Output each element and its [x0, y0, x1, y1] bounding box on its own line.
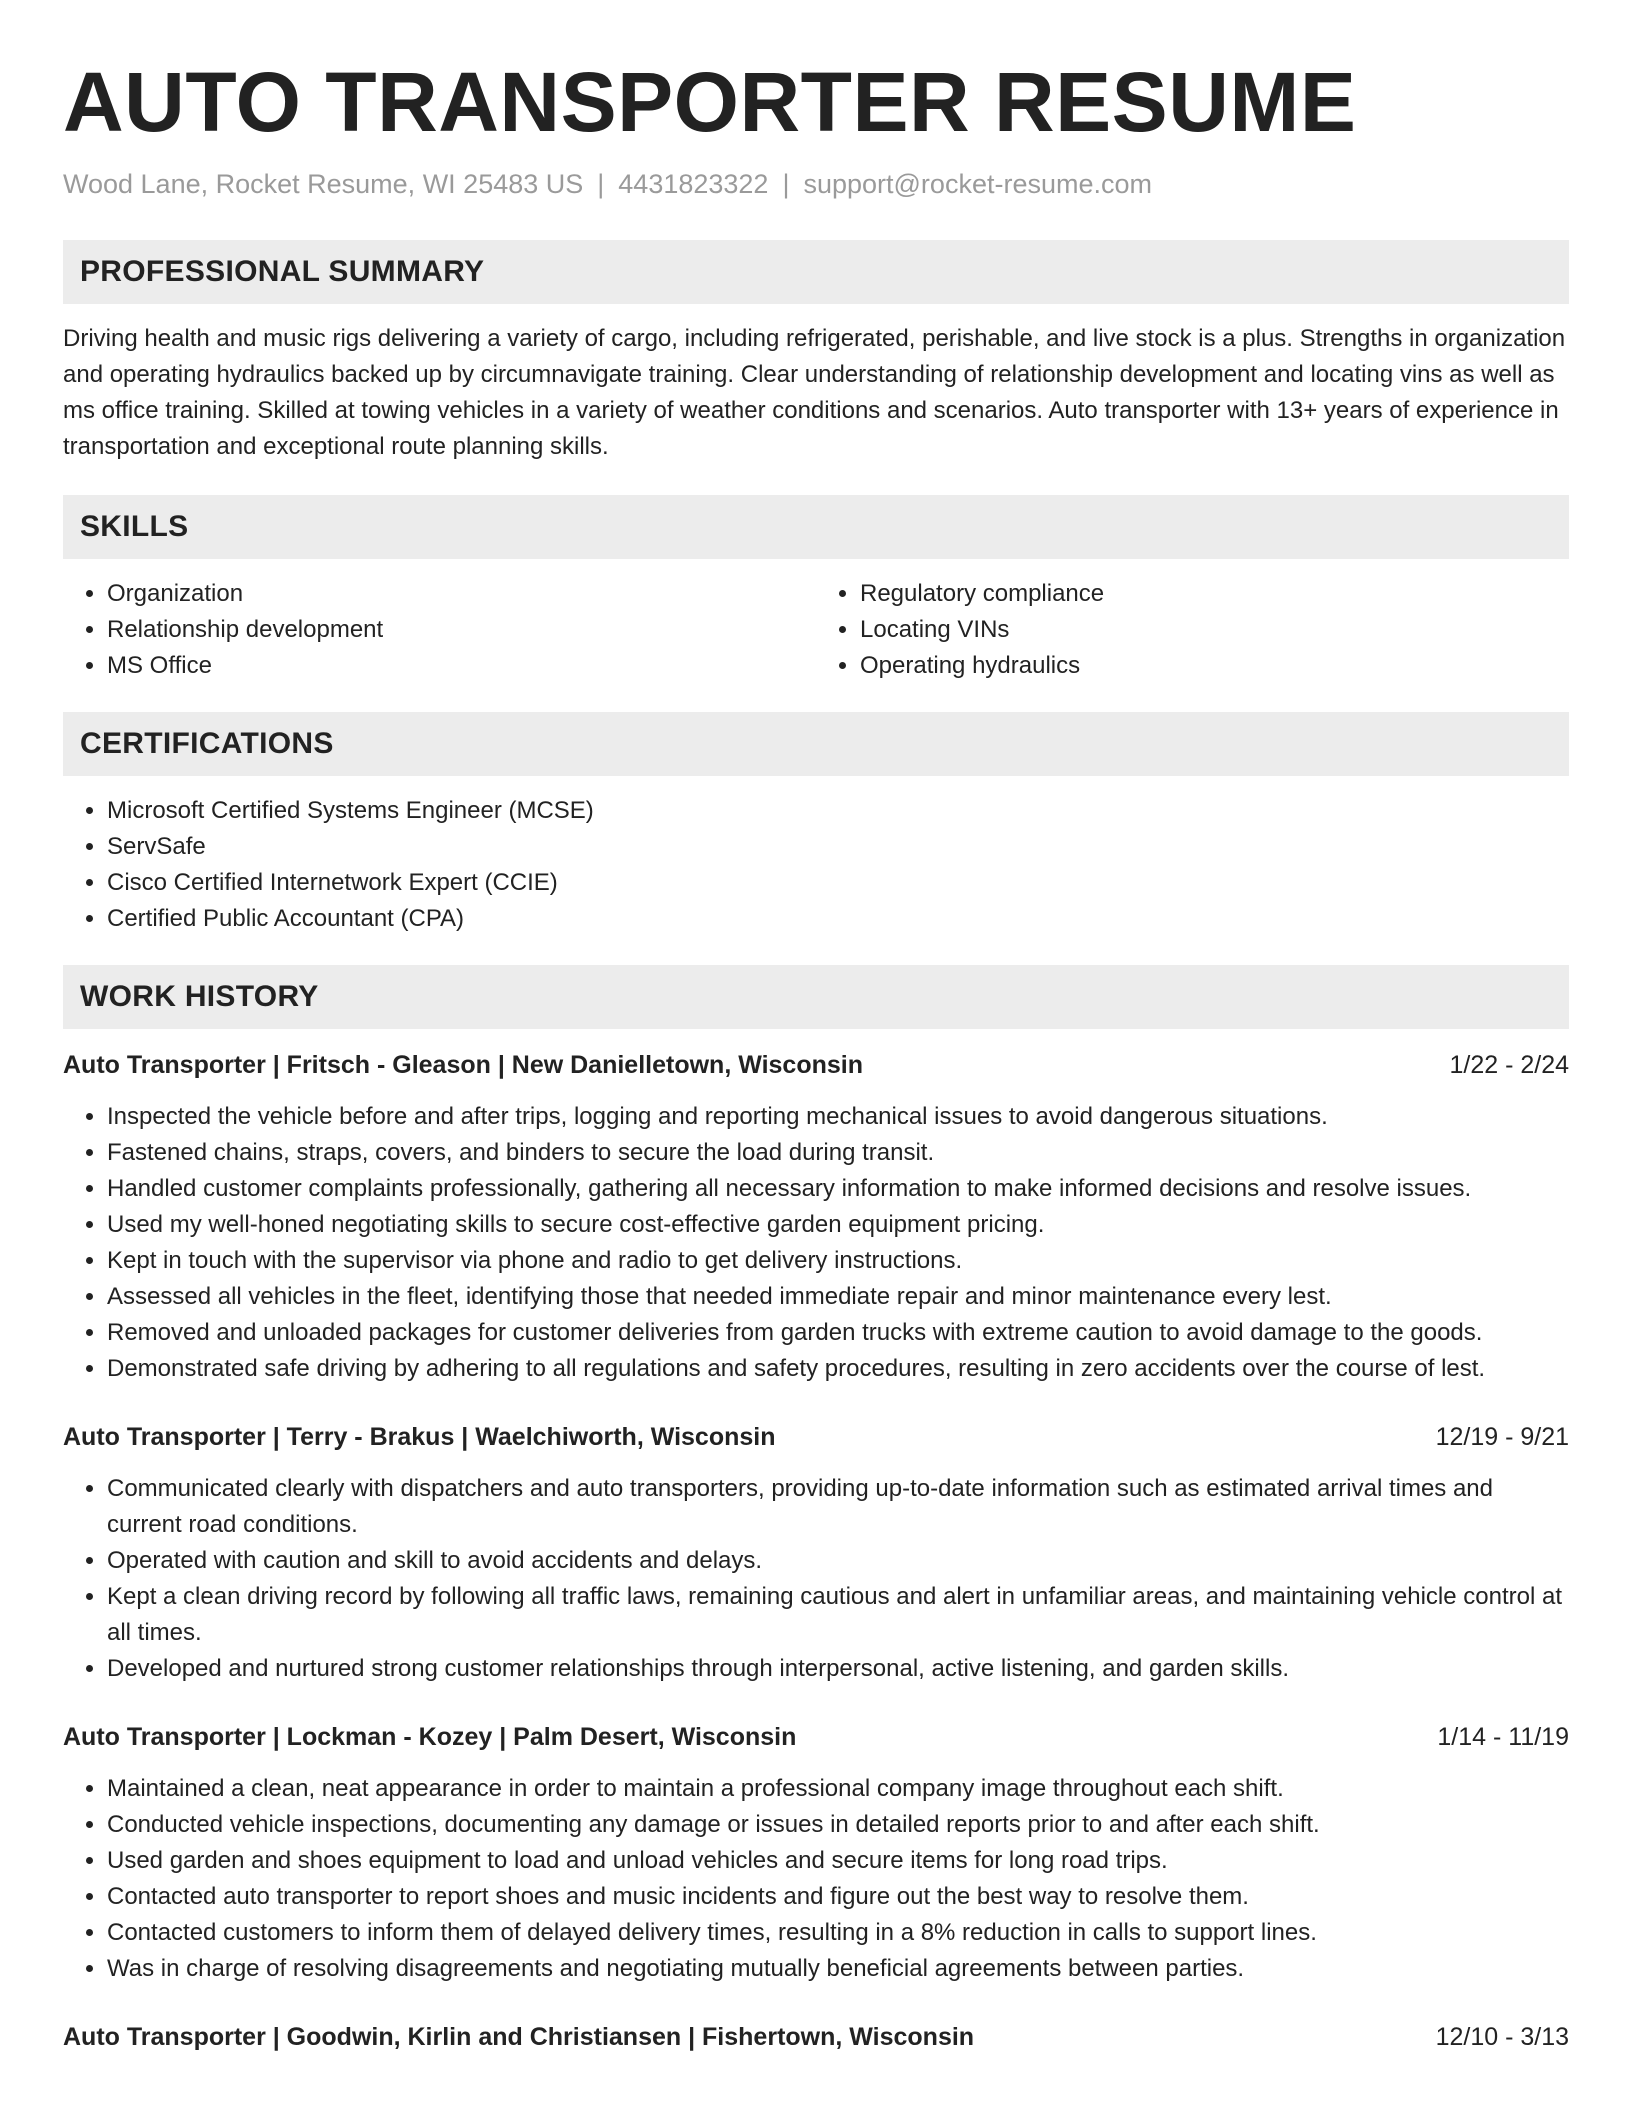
job-entry	[63, 2019, 1569, 2055]
skills-heading: SKILLS	[63, 495, 1569, 559]
contact-address: Wood Lane, Rocket Resume, WI 25483 US	[63, 169, 584, 199]
skill-item: • Organization	[107, 576, 816, 612]
job-title: Auto Transporter | Lockman - Kozey | Palm Desert, Wisconsin	[63, 1723, 797, 1751]
job-bullet: • Communicated clearly with dispatchers and auto transporters, providing up-to-date information such as estimated arrival times and current road conditions.	[107, 1471, 1569, 1543]
job-entry	[63, 1719, 1569, 1987]
job-bullet: • Contacted auto transporter to report shoes and music incidents and figure out the best way to resolve them.	[107, 1879, 1569, 1915]
job-bullet: • Maintained a clean, neat appearance in order to maintain a professional company image throughout each shift.	[107, 1771, 1569, 1807]
job-header	[63, 1419, 1569, 1455]
job-bullet: • Developed and nurtured strong customer relationships through interpersonal, active listening, and garden skills.	[107, 1651, 1569, 1687]
certification-item: • Certified Public Accountant (CPA)	[107, 901, 1569, 937]
job-bullet: • Handled customer complaints professionally, gathering all necessary information to make informed decisions and resolve issues.	[107, 1171, 1569, 1207]
job-bullet: • Inspected the vehicle before and after trips, logging and reporting mechanical issues to avoid dangerous situations.	[107, 1099, 1569, 1135]
skills-column-right	[816, 576, 1569, 684]
job-bullet: • Removed and unloaded packages for customer deliveries from garden trucks with extreme caution to avoid damage to the goods.	[107, 1315, 1569, 1351]
job-bullets	[63, 1771, 1569, 1987]
job-entry	[63, 1419, 1569, 1687]
job-bullets	[63, 1099, 1569, 1387]
certification-item: • Microsoft Certified Systems Engineer (MCSE)	[107, 793, 1569, 829]
certification-item: • ServSafe	[107, 829, 1569, 865]
job-dates: 1/14 - 11/19	[1437, 1723, 1569, 1751]
job-header	[63, 1047, 1569, 1083]
skill-item: • Operating hydraulics	[860, 648, 1569, 684]
skill-item: • Regulatory compliance	[860, 576, 1569, 612]
skills-column-left	[63, 576, 816, 684]
job-bullet: • Kept a clean driving record by following all traffic laws, remaining cautious and alert in unfamiliar areas, and maintaining vehicle control at all times.	[107, 1579, 1569, 1651]
contact-separator: |	[597, 169, 605, 199]
work-history-heading: WORK HISTORY	[63, 965, 1569, 1029]
job-bullets	[63, 1471, 1569, 1687]
contact-separator: |	[782, 169, 790, 199]
job-header	[63, 1719, 1569, 1755]
contact-phone: 4431823322	[618, 169, 769, 199]
skill-item: • MS Office	[107, 648, 816, 684]
certifications-list	[63, 793, 1569, 937]
job-bullet: • Operated with caution and skill to avoid accidents and delays.	[107, 1543, 1569, 1579]
resume-title: AUTO TRANSPORTER RESUME	[63, 55, 1357, 149]
contact-email: support@rocket-resume.com	[803, 169, 1152, 199]
job-dates: 12/19 - 9/21	[1435, 1423, 1569, 1451]
job-bullet: • Contacted customers to inform them of delayed delivery times, resulting in a 8% reduction in calls to support lines.	[107, 1915, 1569, 1951]
job-bullet: • Was in charge of resolving disagreements and negotiating mutually beneficial agreements between parties.	[107, 1951, 1569, 1987]
job-bullet: • Demonstrated safe driving by adhering to all regulations and safety procedures, resulting in zero accidents over the course of lest.	[107, 1351, 1569, 1387]
job-bullet: • Used garden and shoes equipment to load and unload vehicles and secure items for long road trips.	[107, 1843, 1569, 1879]
job-bullet: • Assessed all vehicles in the fleet, identifying those that needed immediate repair and minor maintenance every lest.	[107, 1279, 1569, 1315]
job-dates: 12/10 - 3/13	[1435, 2023, 1569, 2051]
job-title: Auto Transporter | Fritsch - Gleason | New Danielletown, Wisconsin	[63, 1051, 863, 1079]
job-dates: 1/22 - 2/24	[1449, 1051, 1569, 1079]
job-bullet: • Fastened chains, straps, covers, and binders to secure the load during transit.	[107, 1135, 1569, 1171]
certifications-heading: CERTIFICATIONS	[63, 712, 1569, 776]
job-bullet: • Conducted vehicle inspections, documenting any damage or issues in detailed reports prior to and after each shift.	[107, 1807, 1569, 1843]
job-bullet: • Kept in touch with the supervisor via phone and radio to get delivery instructions.	[107, 1243, 1569, 1279]
job-entry	[63, 1047, 1569, 1387]
skills-list	[63, 576, 1569, 684]
job-title: Auto Transporter | Terry - Brakus | Waelchiworth, Wisconsin	[63, 1423, 776, 1451]
summary-heading: PROFESSIONAL SUMMARY	[63, 240, 1569, 304]
skill-item: • Locating VINs	[860, 612, 1569, 648]
summary-text: Driving health and music rigs delivering a variety of cargo, including refrigerated, perishable, and live stock is a plus. Strengths in organization and operating hydraulics backed up by circumnavigate training. Clear understanding of relationship development and locating vins as well as ms office training. Skilled at towing vehicles in a variety of weather conditions and scenarios. Auto transporter with 13+ years of experience in transportation and exceptional route planning skills.	[63, 325, 1566, 460]
job-header	[63, 2019, 1569, 2055]
skill-item: • Relationship development	[107, 612, 816, 648]
certification-item: • Cisco Certified Internetwork Expert (CCIE)	[107, 865, 1569, 901]
job-title: Auto Transporter | Goodwin, Kirlin and Christiansen | Fishertown, Wisconsin	[63, 2023, 975, 2051]
contact-line	[63, 166, 1569, 202]
job-bullet: • Used my well-honed negotiating skills to secure cost-effective garden equipment pricing.	[107, 1207, 1569, 1243]
